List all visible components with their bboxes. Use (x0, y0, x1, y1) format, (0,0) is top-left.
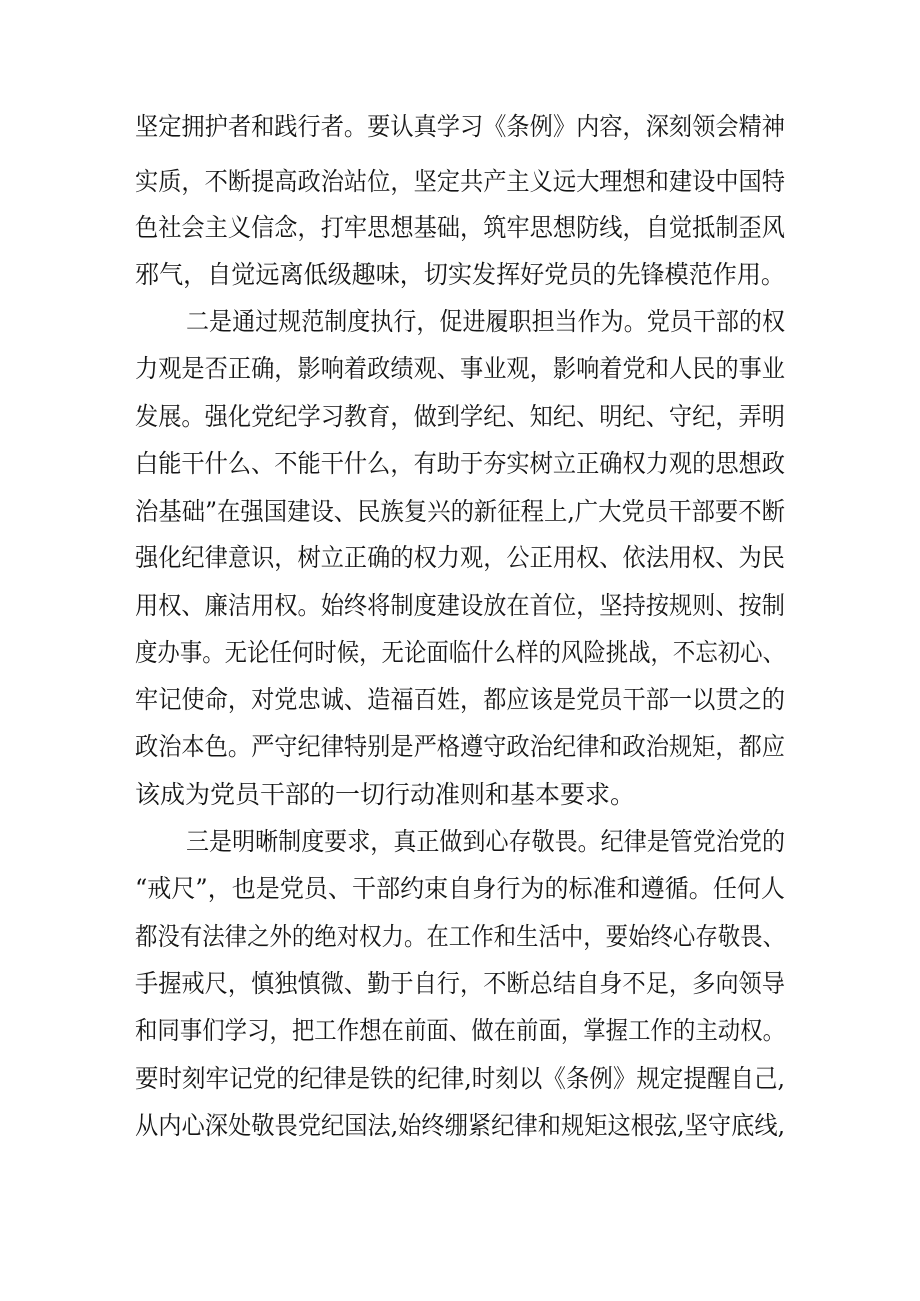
text-line (0, 961, 920, 1007)
text-line-content: 二是通过规范制度执行，促进履职担当作为。党员干部的权 (186, 307, 785, 336)
text-line-content: 用权、廉洁用权。始终将制度建设放在首位，坚持按规则、按制 (135, 591, 785, 620)
paragraph-first-line (0, 299, 920, 345)
text-line (0, 866, 920, 912)
text-line (0, 724, 920, 770)
text-line (0, 394, 920, 440)
text-line (0, 630, 920, 676)
text-line-content: 和同事们学习，把工作想在前面、做在前面，掌握工作的主动权。 (135, 1016, 785, 1045)
text-line-content: “戒尺”，也是党员、干部约束自身行为的标准和遵循。任何人 (135, 874, 785, 903)
text-line-content: 发展。强化党纪学习教育，做到学纪、知纪、明纪、守纪，弄明 (135, 402, 785, 431)
text-line-content: 手握戒尺，慎独慎微、勤于自行，不断总结自身不足，多向领导 (135, 969, 785, 998)
text-line (0, 772, 920, 818)
text-line (0, 914, 920, 960)
text-line (0, 252, 920, 298)
text-line-content: 治基础”在强国建设、民族复兴的新征程上,广大党员干部要不断 (135, 497, 785, 526)
text-line-content: 三是明晰制度要求，真正做到心存敬畏。纪律是管党治党的 (186, 827, 785, 856)
text-line-content: 政治本色。严守纪律特别是严格遵守政治纪律和政治规矩，都应 (135, 732, 785, 761)
text-line (0, 205, 920, 251)
text-line (0, 583, 920, 629)
text-line-content: 白能干什么、不能干什么，有助于夯实树立正确权力观的思想政 (135, 449, 785, 478)
text-line (0, 159, 920, 205)
text-line (0, 1103, 920, 1149)
text-line (0, 441, 920, 487)
text-line (0, 104, 920, 150)
text-line (0, 489, 920, 535)
text-line-content: 牢记使命，对党忠诚、造福百姓，都应该是党员干部一以贯之的 (135, 685, 785, 714)
text-line-content: 实质，不断提高政治站位，坚定共产主义远大理想和建设中国特 (135, 167, 785, 196)
text-line (0, 1008, 920, 1054)
text-line (0, 346, 920, 392)
text-line-content: 该成为党员干部的一切行动准则和基本要求。 (135, 780, 636, 809)
text-line-content: 要时刻牢记党的纪律是铁的纪律,时刻以《条例》规定提醒自己, (135, 1064, 785, 1093)
text-line-content: 度办事。无论任何时候，无论面临什么样的风险挑战，不忘初心、 (135, 638, 785, 667)
text-line (0, 535, 920, 581)
paragraph-first-line (0, 819, 920, 865)
text-line-content: 从内心深处敬畏党纪国法,始终绷紧纪律和规矩这根弦,坚守底线, (135, 1111, 785, 1140)
text-line-content: 力观是否正确，影响着政绩观、事业观，影响着党和人民的事业 (135, 354, 785, 383)
text-line-content: 坚定拥护者和践行者。要认真学习《条例》内容，深刻领会精神 (135, 112, 785, 141)
text-line (0, 677, 920, 723)
text-line-content: 都没有法律之外的绝对权力。在工作和生活中，要始终心存敬畏、 (135, 922, 785, 951)
text-line-content: 邪气，自觉远离低级趣味，切实发挥好党员的先锋模范作用。 (135, 260, 785, 289)
text-line-content: 色社会主义信念，打牢思想基础，筑牢思想防线，自觉抵制歪风 (135, 213, 785, 242)
text-line (0, 1056, 920, 1102)
text-line-content: 强化纪律意识，树立正确的权力观，公正用权、依法用权、为民 (135, 543, 785, 572)
